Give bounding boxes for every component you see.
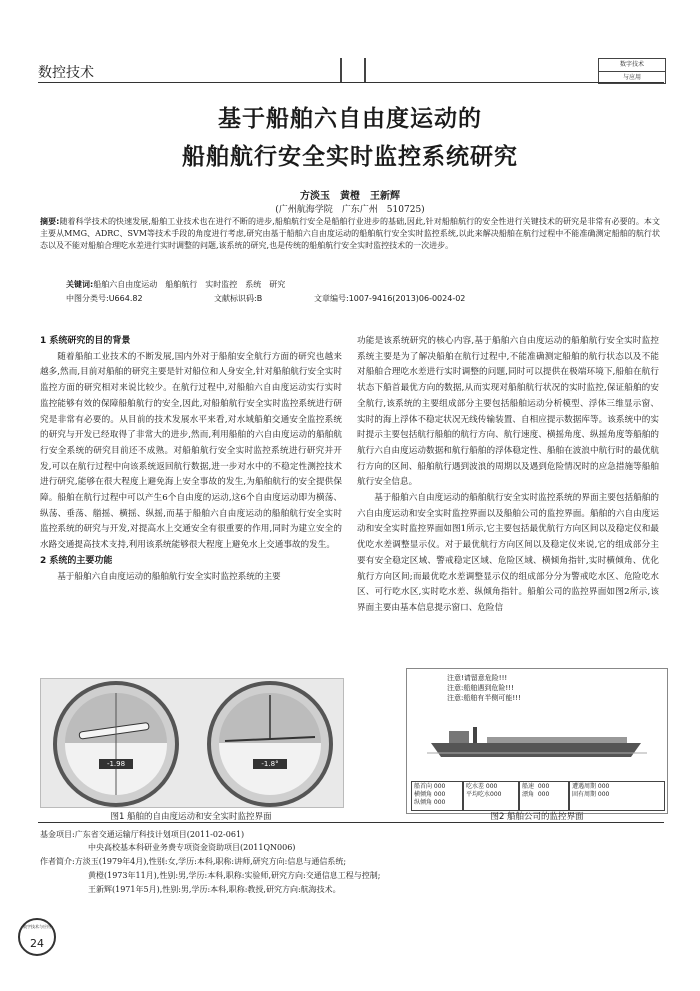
page-badge-ring-text: 数字技术与应用: [23, 924, 51, 929]
header-ornament: [340, 58, 366, 82]
author-bio-3: 王新辉(1971年5月),性别:男,学历:本科,职称:教授,研究方向:航海技术。: [88, 885, 341, 894]
figure-2-image: [406, 668, 668, 814]
ship-hull-icon: [79, 722, 149, 739]
journal-logo-top: 数字技术: [599, 59, 665, 72]
heading-heel-panel: 船首向 000 横倾角 000 纵倾角 000: [411, 781, 463, 811]
ship-profile-icon: [427, 713, 647, 769]
right-paragraph-2: 基于船舶六自由度运动的船舶航行安全实时监控系统的界面主要包括船舶的六自由度运动和安全实时监控界面以及船舶公司的监控界面。船舶的六自由度运动和安全实时监控界面如图1所示,它主要包括最优航行方向区间以及稳定仪和最优吃水差调整显示仪。对于最优航行方向区间以及稳定仪来说,它的组成部分主要有安全稳定区域、警戒稳定区域、危险区域、横倾角指针,实时横倾角、优化航行方向区间;而最优吃水差调整显示仪的组成部分分为警戒吃水区、危险吃水区、可行吃水区,实时吃水差、纵倾角指针。船舶公司的监控界面如图2所示,该界面主要由基本信息提示窗口、危险信: [357, 493, 659, 613]
gauge-dial-svg: [211, 685, 329, 803]
abstract-text: 随着科学技术的快速发展,船舶工业技术也在进行不断的进步,船舶航行安全是船舶行业进步的基础,因此,针对船舶航行的安全性进行关键技术的研究是非常有必要的。本文主要从MMG、ADRC、SVM等技术手段的角度进行考虑,研究由基于船舶六自由度运动的船舶航行安全实时监控系统,以此来解决船舶在航行过程中不能准确测定船舶的航行状态以及不能对船舶合理吃水差进行实时调整的问题,该系统的研究,也是传统的船舶航行安全实时监控技术的一次进步。: [40, 217, 660, 250]
trim-angle-readout: -1.8°: [253, 759, 287, 769]
left-paragraph-1: 随着船舶工业技术的不断发展,国内外对于船舶安全航行方面的研究也越来越多,然而,目前对船舶的研究主要是针对船位和人身安全,针对船舶航行安全实时监控方面的研究相对来说比较少。在航行过程中,对船舶六自由度运动实行实时监控能够有效的保障船舶航行的安全,因此,对船舶航行安全实时监控系统进行研究是非常有必要的。从目前的技术发展水平来看,对水域船舶交通安全监控系统的研究与开发已经取得了非常大的进步,然而,利用船舶的六自由度运动的船舶航行安全系统的研究目前还不成熟。对船舶航行安全实时监控系统进行研究并开发,可以在航行过程中向该系统返回航行数据,进一步对水中的不稳定性测控技术进行研究,能够在很大程度上避免海上安全事故的发生,为船舶航行的安全提供保障。船舶在航行过程中可以产生6个自由度的运动,这6个自由度运动即为横荡、纵荡、垂荡、艏摇、横摇、纵摇,而基于船舶六自由度运动的船舶航行安全实时监控系统的研究与开发,对提高水上交通安全有很重要的作用,同时为建立安全的水路交通提高技术支持,利用该系统能够很大程度上避免水上交通事故的发生。: [40, 351, 342, 551]
period-panel: 遭遇周期 000 固有周期 000: [569, 781, 665, 811]
alert-line-3: 注意:船舶有半侧可能!!!: [447, 694, 521, 702]
left-column: [40, 334, 342, 585]
affiliation: (广州航海学院 广东广州 510725): [275, 205, 425, 215]
footnote-rule: [38, 822, 664, 823]
alert-line-2: 注意:船舶遇到危险!!!: [447, 684, 514, 692]
section-label: 数控技术: [38, 65, 94, 81]
right-paragraph-1: 功能是该系统研究的核心内容,基于船舶六自由度运动的船舶航行安全实时监控系统主要是为了解决船舶在航行过程中,不能准确测定船舶的航行状态以及不能对船舶合理吃水差进行实时调整的问题,同时可以提供在极端环境下,船舶在航行状态下船首最优方向的数据,从而实现对船舶航行状况的实时监控,保证船舶的安全航行,该系统的主要组成部分主要包括船舶运动分析模型、浮体三维显示窗、实时的海上浮体不稳定状况无线传输装置、自相应提示数据库等。该系统中的实时提示主要包括航行船舶的航行方向、航行速度、横摇角度、纵摇角度等船舶的航行六自由度运动数据和航行船舶的浮体稳定性、船舶在波浪中航行时的最优航行方向的区间、船舶航行遇到波浪的周期以及遇到危险情况时的应急措施等船舶航行安全信息。: [357, 336, 659, 488]
trim-gauge: [207, 681, 333, 807]
page-number-badge: [18, 918, 56, 956]
page-number: 24: [30, 937, 44, 950]
keywords: [66, 279, 285, 290]
abstract-label: 摘要:: [40, 217, 60, 226]
keywords-label: 关键词:: [66, 280, 94, 289]
left-paragraph-2: 基于船舶六自由度运动的船舶航行安全实时监控系统的主要: [57, 571, 281, 582]
ship-hull: [431, 743, 641, 757]
clc-number: 中图分类号:U664.82: [66, 294, 143, 303]
authors: 方淡玉 黄橙 王新辉: [300, 191, 400, 202]
document-code: 文献标识码:B: [214, 294, 263, 303]
right-column: [357, 334, 659, 617]
gauge-dial-svg: [57, 685, 175, 803]
heading-stability-gauge: [53, 681, 179, 807]
ship-bridge: [449, 731, 469, 743]
section-heading-1: 1 系统研究的目的背景: [40, 336, 131, 346]
journal-logo: [598, 58, 666, 84]
trim-draft-panel: 吃水差 000 平均吃水000: [463, 781, 519, 811]
heel-angle-readout: -1.98: [99, 759, 133, 769]
author-bio-2: 黄橙(1973年11月),性别:男,学历:本科,职称:实验师,研究方向:交通信息工程与控制;: [88, 871, 381, 880]
section-heading-2: 2 系统的主要功能: [40, 555, 113, 566]
figure-2-caption: 图2 船舶公司的监控界面: [490, 812, 584, 822]
author-bio-1: 作者简介:方淡玉(1979年4月),性别:女,学历:本科,职称:讲师,研究方向:信息与通信系统;: [40, 857, 347, 866]
figure-1-caption: 图1 船舶的自由度运动和安全实时监控界面: [110, 812, 272, 822]
speed-drift-panel: 船速 000 漂角 000: [519, 781, 569, 811]
abstract: [40, 216, 660, 252]
ship-funnel: [473, 727, 477, 743]
ship-deck: [487, 737, 627, 743]
article-number: 文章编号:1007-9416(2013)06-0024-02: [314, 294, 466, 303]
title-line-1: 基于船舶六自由度运动的: [218, 106, 482, 132]
alert-line-1: 注意!请留意危险!!!: [447, 674, 508, 682]
title-line-2: 船舶航行安全实时监控系统研究: [182, 144, 518, 170]
classification-row: [66, 293, 626, 305]
fund-note-1: 基金项目:广东省交通运输厅科技计划项目(2011-02-061): [40, 830, 245, 839]
header-rule: [38, 82, 664, 83]
fund-note-2: 中央高校基本科研业务费专项资金资助项目(2011QN006): [88, 843, 296, 852]
journal-logo-bottom: 与应用: [622, 74, 641, 81]
keywords-text: 船舶六自由度运动 船舶航行 实时监控 系统 研究: [93, 280, 286, 289]
figure-1-image: [40, 678, 344, 808]
